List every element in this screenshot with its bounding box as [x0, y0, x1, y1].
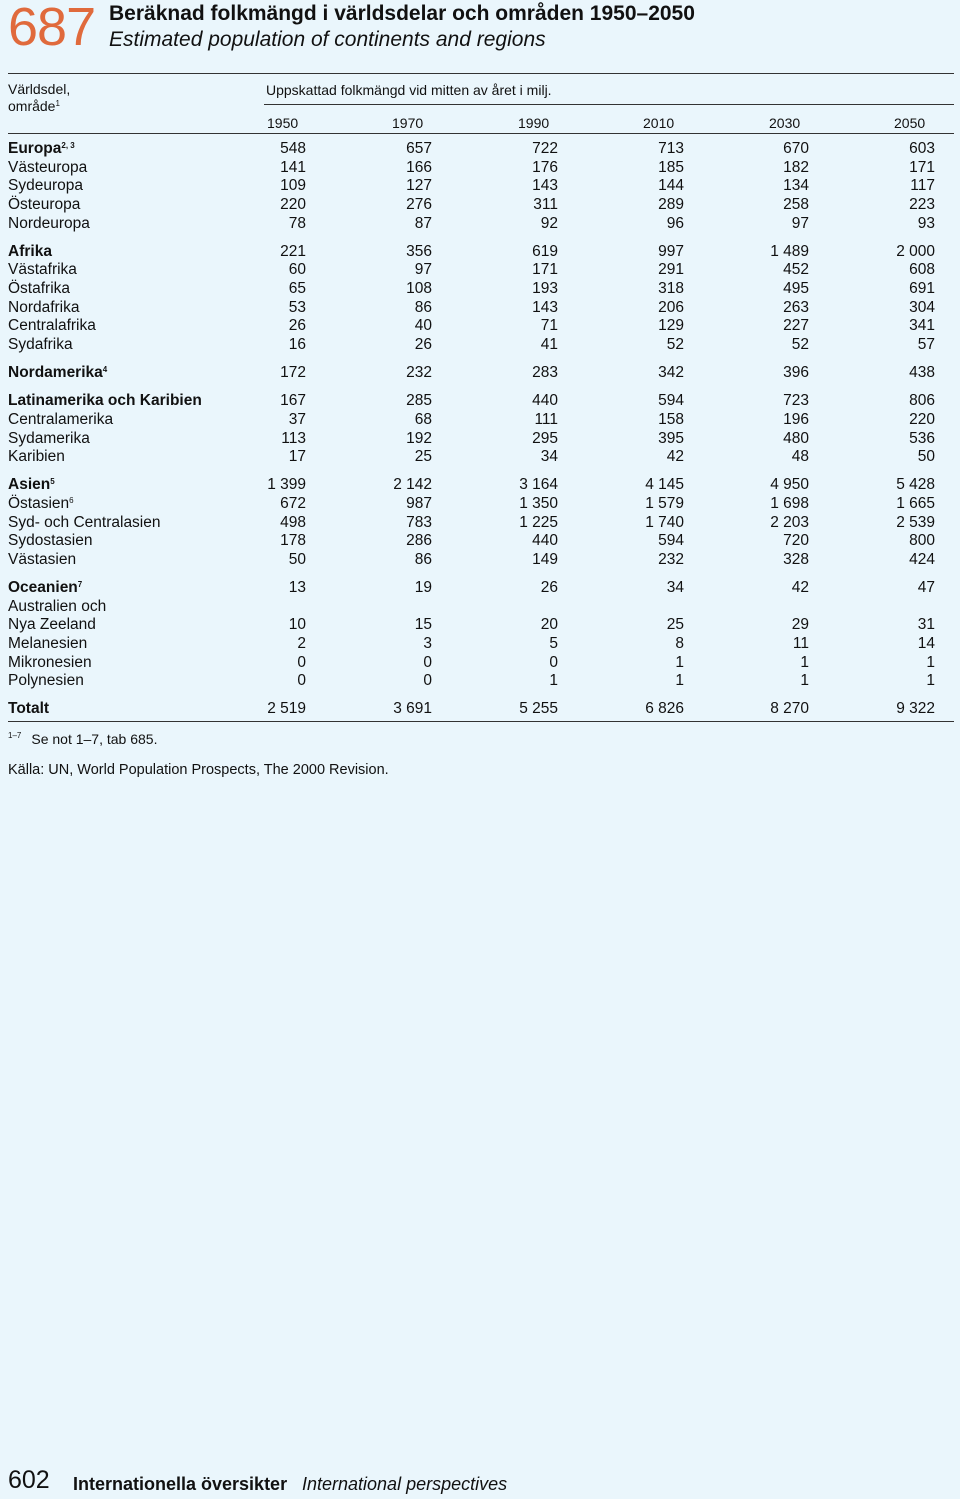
table-cell: 6 826: [645, 700, 684, 718]
table-cell: 498: [280, 513, 306, 531]
table-cell: 15: [414, 616, 432, 634]
row-label-text: Afrika: [8, 242, 52, 260]
table-cell: 997: [658, 242, 684, 260]
table-cell: 182: [783, 158, 809, 176]
table-cell: 86: [414, 298, 432, 316]
row-footnote-marker: 6: [69, 495, 74, 505]
table-row: [8, 514, 954, 533]
table-cell: 52: [791, 336, 809, 354]
title-swedish: Beräknad folkmängd i världsdelar och områden 1950–2050: [109, 2, 695, 25]
table-cell: 42: [791, 578, 809, 596]
row-label-text: Melanesien: [8, 634, 88, 652]
table-cell: 2 203: [770, 513, 809, 531]
row-label-text: Nordeuropa: [8, 214, 90, 232]
table-cell: 396: [783, 364, 809, 382]
table-cell: 806: [909, 392, 935, 410]
section-title-english: International perspectives: [302, 1474, 508, 1494]
table-cell: 395: [658, 429, 684, 447]
table-row: [8, 196, 954, 215]
row-label: [8, 159, 87, 177]
table-row: [8, 700, 954, 719]
table-cell: 65: [288, 280, 306, 298]
table-cell: 71: [540, 317, 558, 335]
table-cell: 1 665: [896, 494, 935, 512]
table-cell: 603: [909, 140, 935, 157]
table-cell: 192: [406, 429, 432, 447]
table-cell: 53: [288, 298, 306, 316]
table-cell: 17: [288, 448, 306, 466]
row-label: [8, 411, 113, 429]
table-cell: 20: [540, 616, 558, 634]
table-row: [8, 280, 954, 299]
table-row: [8, 299, 954, 318]
table-cell: 78: [288, 214, 306, 232]
row-label-text: Östasien: [8, 494, 70, 512]
table-row: [8, 476, 954, 495]
table-cell: 149: [532, 550, 558, 568]
section-title-swedish: Internationella översikter: [73, 1474, 288, 1494]
bottom-rule: [8, 721, 954, 722]
table-cell: 93: [917, 214, 935, 232]
table-cell: 691: [909, 280, 935, 298]
row-label-text: Östeuropa: [8, 196, 81, 214]
row-label-text: Östafrika: [8, 280, 71, 298]
table-cell: 5: [549, 634, 558, 652]
table-cell: 438: [909, 364, 935, 382]
table-cell: 286: [406, 532, 432, 550]
table-cell: 1 698: [770, 494, 809, 512]
table-cell: 311: [533, 196, 558, 214]
table-cell: 440: [532, 392, 558, 410]
table-cell: 304: [909, 298, 935, 316]
table-cell: 3 691: [393, 700, 432, 718]
table-row: [8, 448, 954, 467]
row-label-text: Västasien: [8, 550, 77, 568]
table-cell: 96: [666, 214, 684, 232]
table-cell: 25: [414, 448, 432, 466]
header-rule: [8, 133, 954, 134]
table-cell: 48: [791, 448, 809, 466]
region-header-line1: Världsdel,: [8, 81, 71, 97]
table-cell: 318: [658, 280, 684, 298]
year-header-row: [0, 115, 960, 133]
row-label: [8, 430, 90, 448]
table-row: [8, 411, 954, 430]
row-label: [8, 317, 96, 335]
table-cell: 206: [658, 298, 684, 316]
table-cell: 800: [909, 532, 935, 550]
table-cell: 34: [666, 578, 684, 596]
table-cell: 285: [406, 392, 432, 410]
table-cell: 26: [540, 578, 558, 596]
spanning-header-rule: [264, 104, 954, 105]
footnote: [8, 731, 157, 747]
row-label-text: Sydeuropa: [8, 177, 83, 195]
row-label: [8, 635, 87, 653]
row-label: [8, 261, 77, 279]
table-cell: 356: [406, 242, 432, 260]
table-cell: 11: [792, 634, 809, 652]
table-cell: 2 000: [896, 242, 935, 260]
table-cell: 295: [532, 429, 558, 447]
row-label-text: Totalt: [8, 700, 50, 718]
table-row: [8, 532, 954, 551]
table-cell: 143: [532, 298, 558, 316]
table-cell: 185: [658, 158, 684, 176]
table-cell: 87: [414, 214, 432, 232]
table-row: [8, 317, 954, 336]
table-cell: 1: [800, 653, 809, 671]
table-cell: 424: [909, 550, 935, 568]
table-cell: 720: [783, 532, 809, 550]
row-label-text: Centralafrika: [8, 317, 96, 335]
table-cell: 0: [423, 653, 432, 671]
title-english: Estimated population of continents and regions: [109, 28, 546, 51]
table-row: [8, 579, 954, 598]
table-cell: 0: [297, 672, 306, 690]
table-cell: 8 270: [770, 700, 809, 718]
row-label-text: Sydostasien: [8, 532, 93, 550]
row-label-text: Västeuropa: [8, 158, 88, 176]
row-footnote-marker: 7: [77, 579, 83, 589]
region-column-header: [8, 81, 70, 115]
table-cell: 2 142: [393, 476, 432, 494]
row-footnote-marker: 5: [50, 477, 55, 487]
row-label-text: Latinamerika och Karibien: [8, 392, 202, 410]
table-cell: 1 740: [645, 513, 684, 531]
row-label: [8, 654, 92, 672]
table-cell: 657: [406, 140, 432, 157]
table-cell: 108: [406, 280, 432, 298]
table-cell: 109: [280, 177, 306, 195]
table-cell: 221: [280, 242, 306, 260]
table-cell: 0: [549, 653, 558, 671]
table-cell: 1 225: [519, 513, 558, 531]
row-label: [8, 672, 84, 690]
table-cell: 47: [917, 578, 935, 596]
row-label-text: Polynesien: [8, 672, 84, 690]
year-header: 2030: [769, 115, 801, 131]
table-row: [8, 672, 954, 691]
table-cell: 276: [406, 196, 432, 214]
table-cell: 166: [406, 158, 432, 176]
table-row: [8, 159, 954, 178]
table-cell: 97: [414, 261, 432, 279]
table-cell: 1: [675, 672, 684, 690]
table-cell: 342: [658, 364, 684, 382]
table-cell: 987: [406, 494, 432, 512]
year-header: 2050: [894, 115, 926, 131]
table-cell: 594: [658, 392, 684, 410]
table-cell: 536: [909, 429, 935, 447]
row-label-text: Oceanien: [8, 578, 78, 596]
table-cell: 4 145: [645, 476, 684, 494]
table-cell: 1: [549, 672, 558, 690]
table-cell: 29: [791, 616, 809, 634]
table-row: [8, 215, 954, 234]
row-label-text: Nordafrika: [8, 298, 80, 316]
table-cell: 127: [406, 177, 432, 195]
table-cell: 1 399: [267, 476, 306, 494]
table-cell: 3: [423, 634, 432, 652]
table-cell: 722: [532, 140, 558, 157]
table-cell: 328: [783, 550, 809, 568]
year-header: 1950: [267, 115, 299, 131]
row-label: [8, 495, 74, 513]
table-cell: 5 428: [896, 476, 935, 494]
row-label: [8, 140, 75, 158]
row-label: [8, 299, 80, 317]
row-label: [8, 551, 76, 569]
table-cell: 220: [909, 410, 935, 428]
table-cell: 672: [280, 494, 306, 512]
table-cell: 1 489: [770, 242, 809, 260]
row-label: [8, 364, 107, 382]
year-header: 1990: [518, 115, 550, 131]
row-label-text: Karibien: [8, 448, 65, 466]
row-footnote-marker: 4: [102, 365, 108, 375]
table-cell: 289: [658, 196, 684, 214]
row-label: [8, 280, 70, 298]
table-cell: 50: [917, 448, 935, 466]
table-cell: 52: [666, 336, 684, 354]
table-cell: 92: [540, 214, 558, 232]
table-cell: 548: [280, 140, 306, 157]
table-cell: 619: [532, 242, 558, 260]
table-cell: 34: [540, 448, 558, 466]
table-cell: 13: [288, 578, 306, 596]
table-cell: 26: [288, 317, 306, 335]
table-cell: 37: [288, 410, 306, 428]
spanning-column-header: Uppskattad folkmängd vid mitten av året i milj.: [266, 82, 552, 98]
table-cell: 41: [540, 336, 558, 354]
table-number: 687: [8, 0, 96, 57]
table-cell: 68: [414, 410, 432, 428]
table-cell: 291: [658, 261, 684, 279]
row-label: [8, 514, 161, 532]
top-rule: [8, 73, 954, 74]
table-cell: 25: [666, 616, 684, 634]
row-label: [8, 392, 202, 410]
table-cell: 1 579: [645, 494, 684, 512]
row-label-text: Syd- och Centralasien: [8, 513, 161, 531]
row-label-text: Mikronesien: [8, 653, 92, 671]
table-cell: 172: [280, 364, 306, 382]
table-row: [8, 177, 954, 196]
row-label: [8, 532, 92, 550]
row-label: [8, 476, 55, 494]
row-label: [8, 598, 106, 616]
table-cell: 223: [909, 196, 935, 214]
row-label-text: Australien och: [8, 597, 107, 615]
row-label-text: Europa: [8, 140, 62, 157]
table-cell: 495: [783, 280, 809, 298]
table-cell: 117: [910, 177, 935, 195]
row-label-text: Asien: [8, 476, 51, 494]
table-cell: 723: [783, 392, 809, 410]
table-cell: 227: [783, 317, 809, 335]
table-cell: 26: [414, 336, 432, 354]
table-cell: 113: [281, 429, 306, 447]
table-cell: 4 950: [770, 476, 809, 494]
table-cell: 86: [414, 550, 432, 568]
row-label: [8, 448, 65, 466]
table-cell: 167: [280, 392, 306, 410]
table-cell: 60: [288, 261, 306, 279]
table-cell: 193: [532, 280, 558, 298]
table-row: [8, 430, 954, 449]
table-cell: 178: [280, 532, 306, 550]
row-label: [8, 177, 83, 195]
table-row: [8, 654, 954, 673]
table-cell: 232: [406, 364, 432, 382]
table-cell: 57: [917, 336, 935, 354]
source-note: Källa: UN, World Population Prospects, The 2000 Revision.: [8, 762, 389, 778]
table-cell: 42: [666, 448, 684, 466]
table-row: [8, 364, 954, 383]
table-cell: 3 164: [519, 476, 558, 494]
table-cell: 10: [288, 616, 306, 634]
row-label: [8, 700, 49, 718]
table-cell: 171: [909, 158, 935, 176]
table-cell: 19: [414, 578, 432, 596]
table-cell: 16: [288, 336, 306, 354]
table-cell: 783: [406, 513, 432, 531]
table-cell: 263: [783, 298, 809, 316]
year-header: 2010: [643, 115, 675, 131]
row-label-text: Centralamerika: [8, 410, 114, 428]
table-cell: 176: [532, 158, 558, 176]
table-cell: 9 322: [896, 700, 935, 718]
table-row: [8, 551, 954, 570]
footnote-text: Se not 1–7, tab 685.: [31, 731, 158, 747]
table-row: [8, 336, 954, 355]
population-table: [8, 140, 954, 719]
table-row: [8, 261, 954, 280]
table-cell: 14: [917, 634, 935, 652]
table-cell: 97: [791, 214, 809, 232]
table-cell: 608: [909, 261, 935, 279]
table-cell: 50: [288, 550, 306, 568]
table-cell: 594: [658, 532, 684, 550]
table-cell: 341: [909, 317, 935, 335]
table-cell: 452: [783, 261, 809, 279]
table-cell: 158: [658, 410, 684, 428]
table-row: [8, 243, 954, 262]
page-footer: [8, 1466, 908, 1496]
table-row: [8, 392, 954, 411]
row-label-text: Västafrika: [8, 261, 77, 279]
row-label-text: Nya Zeeland: [8, 616, 96, 634]
table-cell: 480: [783, 429, 809, 447]
table-cell: 2: [297, 634, 306, 652]
row-label-text: Sydamerika: [8, 429, 90, 447]
table-header: [8, 0, 954, 60]
table-cell: 1: [926, 672, 935, 690]
table-cell: 144: [658, 177, 684, 195]
table-cell: 129: [658, 317, 684, 335]
footnote-marker: 1–7: [8, 731, 22, 740]
table-cell: 1 350: [519, 494, 558, 512]
table-cell: 196: [783, 410, 809, 428]
table-cell: 670: [783, 140, 809, 157]
table-cell: 258: [783, 196, 809, 214]
table-cell: 5 255: [519, 700, 558, 718]
row-label-text: Sydafrika: [8, 336, 73, 354]
table-cell: 134: [783, 177, 809, 195]
table-row: [8, 495, 954, 514]
table-cell: 1: [926, 653, 935, 671]
table-row: [8, 598, 954, 617]
row-label: [8, 215, 90, 233]
row-label: [8, 196, 80, 214]
row-label: [8, 243, 52, 261]
table-cell: 2 539: [896, 513, 935, 531]
table-cell: 232: [658, 550, 684, 568]
table-cell: 713: [658, 140, 684, 157]
table-cell: 220: [280, 196, 306, 214]
table-cell: 0: [297, 653, 306, 671]
table-cell: 1: [675, 653, 684, 671]
region-header-footnote: 1: [55, 99, 60, 108]
table-cell: 143: [532, 177, 558, 195]
table-cell: 440: [532, 532, 558, 550]
table-row: [8, 635, 954, 654]
row-label: [8, 579, 82, 597]
table-cell: 2 519: [267, 700, 306, 718]
year-header: 1970: [392, 115, 424, 131]
table-cell: 283: [532, 364, 558, 382]
row-label: [8, 336, 73, 354]
table-cell: 31: [917, 616, 935, 634]
table-cell: 8: [675, 634, 684, 652]
table-cell: 0: [423, 672, 432, 690]
row-footnote-marker: 2, 3: [61, 141, 75, 150]
page-number: 602: [8, 1466, 50, 1494]
row-label: [8, 616, 96, 634]
row-label-text: Nordamerika: [8, 364, 103, 382]
table-cell: 40: [414, 317, 432, 335]
table-cell: 111: [534, 410, 558, 428]
table-cell: 1: [800, 672, 809, 690]
table-row: [8, 140, 954, 159]
table-cell: 171: [532, 261, 558, 279]
table-cell: 141: [280, 158, 306, 176]
region-header-line2: område: [8, 98, 56, 114]
table-row: [8, 616, 954, 635]
